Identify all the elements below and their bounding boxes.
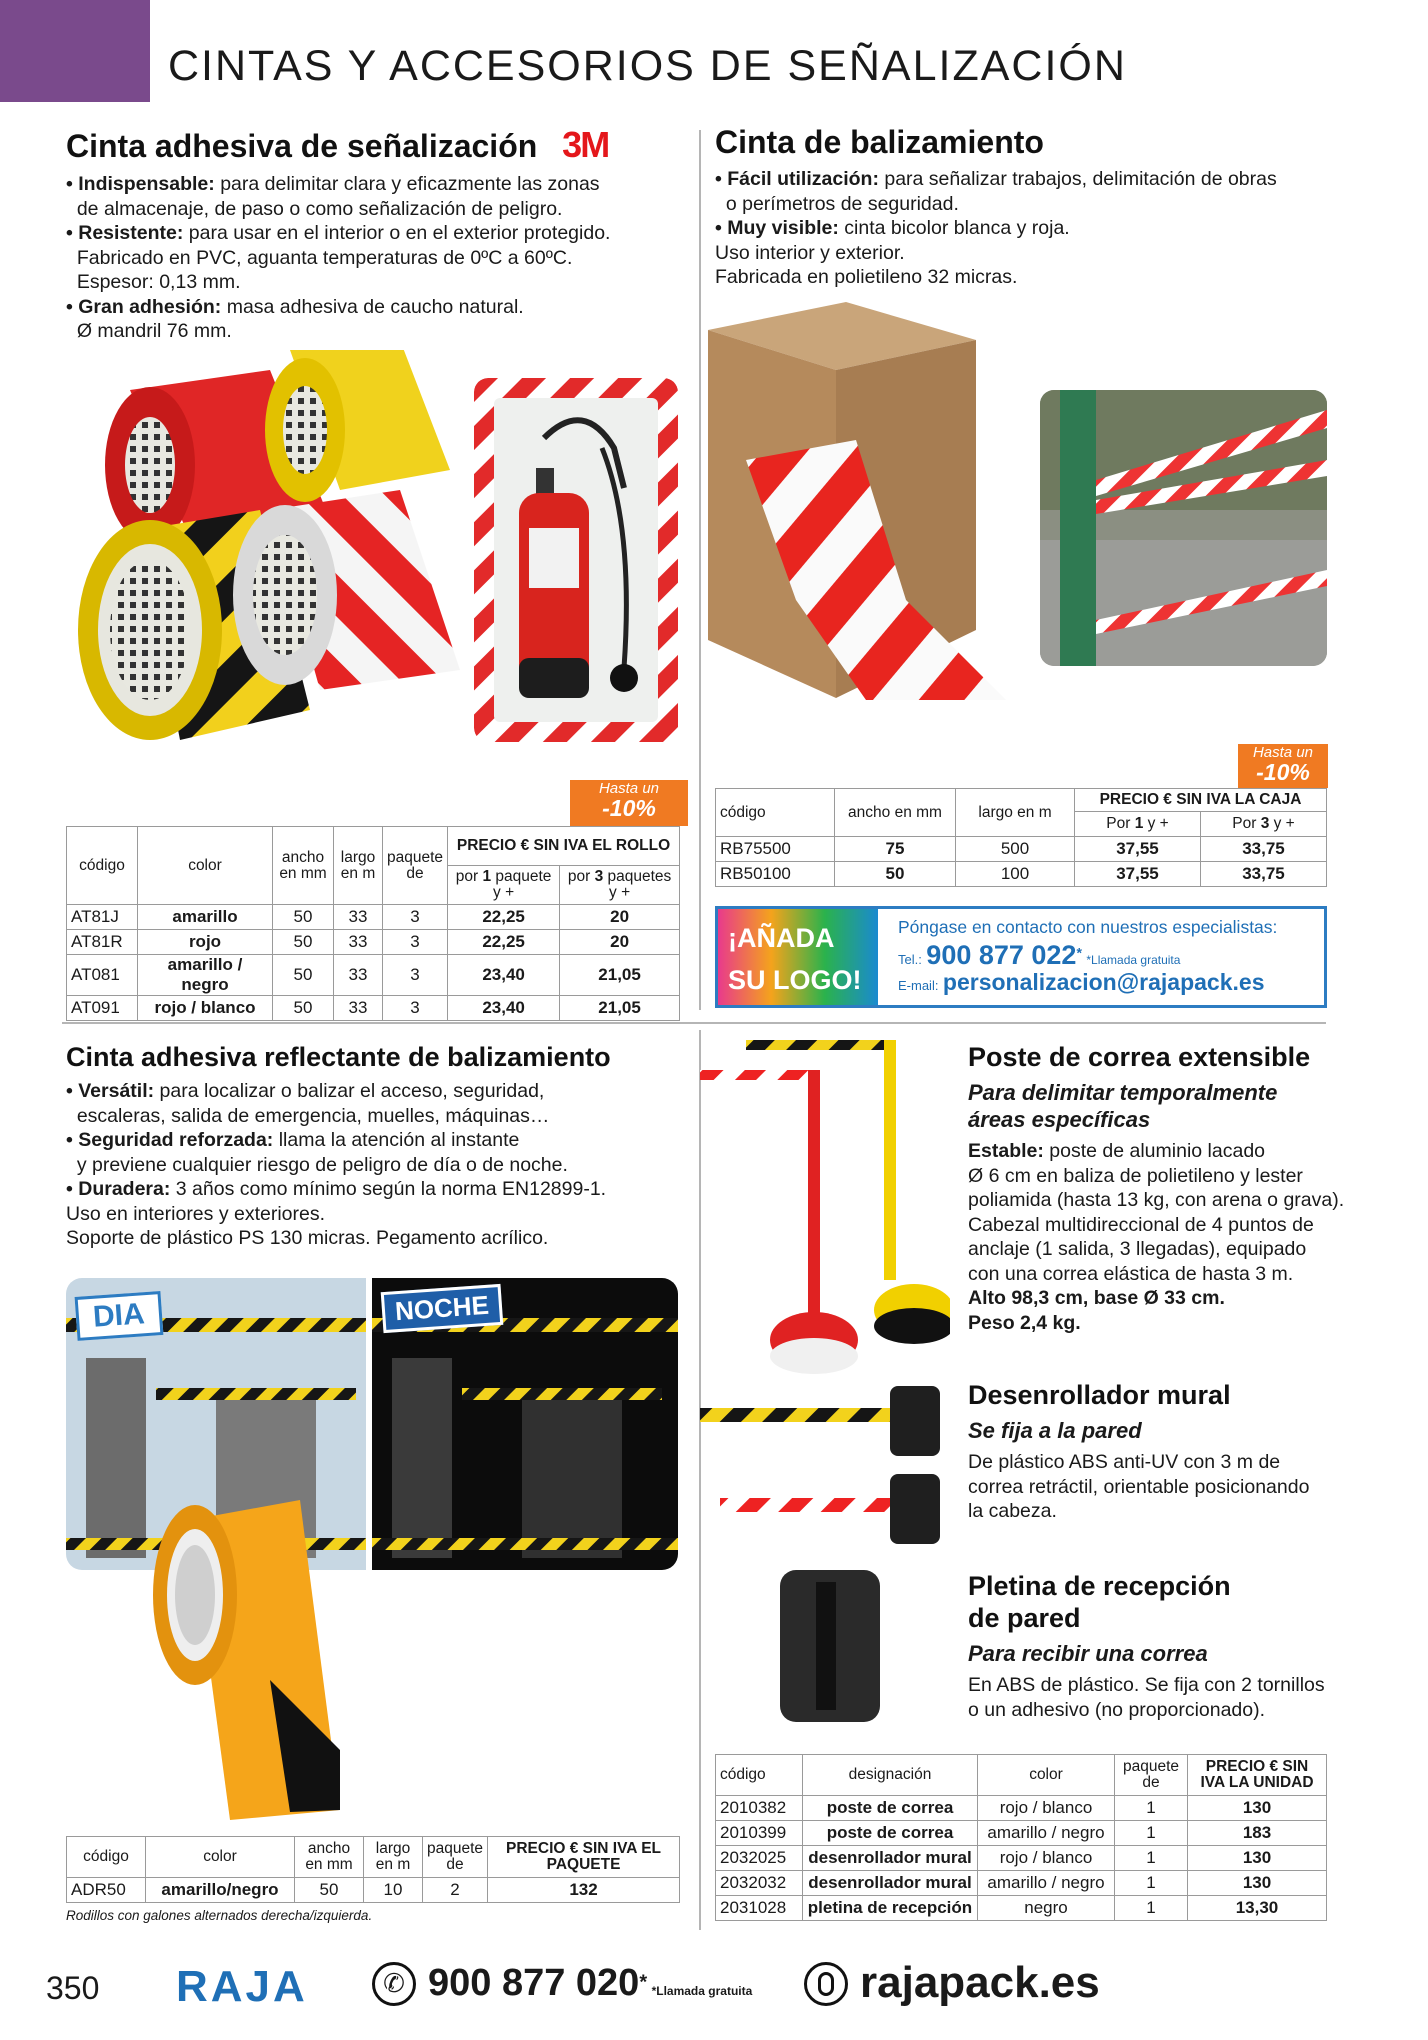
description-line: y previene cualquier riesgo de peligro de día o de noche. xyxy=(66,1153,568,1176)
reflective-roll-image xyxy=(150,1500,360,1820)
table-cell: rojo / blanco xyxy=(978,1796,1115,1821)
table-cell: 50 xyxy=(835,862,956,887)
col-paquete: paquete de xyxy=(1115,1755,1188,1796)
table-cell: 1 xyxy=(1115,1796,1188,1821)
col-codigo: código xyxy=(716,789,835,837)
table-cell: amarillo xyxy=(138,905,273,930)
table-cell: desenrollador mural xyxy=(803,1871,978,1896)
table-cell: 23,40 xyxy=(448,955,560,996)
table-row xyxy=(716,1896,1327,1921)
table-cell: 33 xyxy=(334,905,383,930)
table-row xyxy=(716,837,1327,862)
table-cell: 2031028 xyxy=(716,1896,803,1921)
extinguisher-image xyxy=(474,378,678,742)
table-cell: 33,75 xyxy=(1200,862,1326,887)
description-line: o un adhesivo (no proporcionado). xyxy=(968,1698,1266,1721)
table-cell: 183 xyxy=(1188,1821,1327,1846)
table-cell: 1 xyxy=(1115,1896,1188,1921)
section-pletina xyxy=(968,1570,1325,1722)
table-cell: 20 xyxy=(560,905,680,930)
table-cell: ADR50 xyxy=(67,1878,146,1903)
table-cell: 75 xyxy=(835,837,956,862)
table-cell: 50 xyxy=(273,955,334,996)
section-cinta-balizamiento xyxy=(715,124,1277,290)
table-cell: rojo / blanco xyxy=(978,1846,1115,1871)
discount-badge: Hasta un -10% xyxy=(570,780,688,826)
section-title: Pletina de recepción de pared xyxy=(968,1571,1231,1633)
table-cell: RB50100 xyxy=(716,862,835,887)
section-cinta-reflectante xyxy=(66,1042,611,1251)
table-cell: negro xyxy=(978,1896,1115,1921)
wall-retractor-image xyxy=(700,1378,950,1548)
description-line: En ABS de plástico. Se fija con 2 tornillos xyxy=(968,1674,1325,1696)
section-subtitle: Para delimitar temporalmente áreas específicas xyxy=(968,1080,1278,1132)
table-cell: 50 xyxy=(273,930,334,955)
table-cell: 33 xyxy=(334,996,383,1021)
tel-label: Tel.: xyxy=(898,952,922,967)
description xyxy=(968,1673,1325,1722)
table-cell: 3 xyxy=(383,905,448,930)
table-cell: 130 xyxy=(1188,1871,1327,1896)
table-cell: AT091 xyxy=(67,996,138,1021)
table-cell: 2032032 xyxy=(716,1871,803,1896)
description-line: Fabricado en PVC, aguanta temperaturas de 0ºC a 60ºC. xyxy=(66,246,573,269)
table-cell: 10 xyxy=(364,1878,423,1903)
table-row xyxy=(716,1871,1327,1896)
add-logo-line2: SU LOGO! xyxy=(728,965,862,995)
table-row xyxy=(67,930,680,955)
page-number: 350 xyxy=(46,1970,100,2006)
tel-note: *Llamada gratuita xyxy=(1086,953,1181,967)
table-cell: 13,30 xyxy=(1188,1896,1327,1921)
table-cell: 50 xyxy=(273,996,334,1021)
col-ancho: ancho en mm xyxy=(835,789,956,837)
table-row xyxy=(716,862,1327,887)
table-cell: amarillo / negro xyxy=(978,1871,1115,1896)
description-line: • Muy visible: cinta bicolor blanca y roja. xyxy=(715,217,1070,239)
table-cell: 132 xyxy=(488,1878,680,1903)
col-codigo: código xyxy=(67,1837,146,1878)
mouse-icon xyxy=(804,1962,848,2006)
table-note: Rodillos con galones alternados derecha/izquierda. xyxy=(66,1908,373,1923)
col-largo: largo en m xyxy=(956,789,1075,837)
description-line: o perímetros de seguridad. xyxy=(715,192,959,215)
table-cell: 3 xyxy=(383,996,448,1021)
section-subtitle: Se fija a la pared xyxy=(968,1418,1142,1443)
col-precio: PRECIO € SIN IVA EL PAQUETE xyxy=(488,1837,680,1878)
add-logo-badge xyxy=(718,909,878,1005)
description-line: • Fácil utilización: para señalizar trabajos, delimitación de obras xyxy=(715,168,1277,190)
table-cell: 22,25 xyxy=(448,905,560,930)
table-row xyxy=(67,905,680,930)
table-cinta-reflectante xyxy=(66,1836,680,1903)
description xyxy=(66,1079,611,1251)
col-precio-3: por 3 paquetes y + xyxy=(560,866,680,905)
table-cell: 37,55 xyxy=(1075,862,1201,887)
col-ancho: ancho en mm xyxy=(295,1837,364,1878)
col-precio: PRECIO € SIN IVA LA UNIDAD xyxy=(1188,1755,1327,1796)
description-line: Cabezal multidireccional de 4 puntos de xyxy=(968,1213,1314,1236)
col-ancho: ancho en mm xyxy=(273,827,334,905)
column-divider-top xyxy=(699,130,701,1010)
table-cell: desenrollador mural xyxy=(803,1846,978,1871)
table-cell: 2010382 xyxy=(716,1796,803,1821)
table-cell: 100 xyxy=(956,862,1075,887)
col-precio: PRECIO € SIN IVA EL ROLLO xyxy=(448,827,680,866)
tape-rolls-image xyxy=(70,350,470,790)
table-row xyxy=(67,955,680,996)
col-precio-1: por 1 paquete y + xyxy=(448,866,560,905)
col-color: color xyxy=(146,1837,295,1878)
description-line: Uso en interiores y exteriores. xyxy=(66,1202,326,1225)
3m-logo: 3M xyxy=(562,124,609,165)
belt-posts-image xyxy=(700,1030,950,1390)
table-postes xyxy=(715,1754,1327,1921)
row-divider xyxy=(62,1022,1326,1024)
col-color: color xyxy=(138,827,273,905)
description-line: la cabeza. xyxy=(968,1500,1057,1522)
description-line: Ø 6 cm en baliza de polietileno y lester xyxy=(968,1164,1303,1187)
add-logo-line1: ¡AÑADA xyxy=(728,923,835,953)
description-line: de almacenaje, de paso o como señalización de peligro. xyxy=(66,197,563,220)
col-largo: largo en m xyxy=(334,827,383,905)
description-line: anclaje (1 salida, 3 llegadas), equipado xyxy=(968,1238,1307,1260)
description-line: • Seguridad reforzada: llama la atención al instante xyxy=(66,1129,520,1151)
section-subtitle: Para recibir una correa xyxy=(968,1641,1208,1666)
table-cell: 23,40 xyxy=(448,996,560,1021)
table-cell: AT81R xyxy=(67,930,138,955)
table-cell: poste de correa xyxy=(803,1796,978,1821)
description-line: Peso 2,4 kg. xyxy=(968,1311,1081,1334)
table-cell: rojo / blanco xyxy=(138,996,273,1021)
description-line: • Resistente: para usar en el interior o en el exterior protegido. xyxy=(66,222,611,244)
table-cell: 130 xyxy=(1188,1846,1327,1871)
table-cell: amarillo/negro xyxy=(146,1878,295,1903)
table-cinta-senalizacion xyxy=(66,826,680,1021)
section-desenrollador xyxy=(968,1380,1318,1524)
description-line: • Duradera: 3 años como mínimo según la norma EN12899-1. xyxy=(66,1178,607,1200)
table-cell: amarillo / negro xyxy=(978,1821,1115,1846)
description-line: Ø mandril 76 mm. xyxy=(66,320,232,342)
table-row xyxy=(67,996,680,1021)
section-title: Cinta adhesiva de señalización 3M xyxy=(66,124,609,165)
email-label: E-mail: xyxy=(898,978,939,993)
table-cell: 33 xyxy=(334,930,383,955)
table-cell: 21,05 xyxy=(560,955,680,996)
col-precio: PRECIO € SIN IVA LA CAJA xyxy=(1075,789,1327,812)
col-designacion: designación xyxy=(803,1755,978,1796)
table-cell: 500 xyxy=(956,837,1075,862)
section-poste-correa xyxy=(968,1042,1345,1335)
night-label: NOCHE xyxy=(381,1284,503,1333)
table-cell: 2032025 xyxy=(716,1846,803,1871)
description-line: Espesor: 0,13 mm. xyxy=(66,271,241,293)
barrier-tape-box-image xyxy=(706,300,1046,700)
col-codigo: código xyxy=(716,1755,803,1796)
description-line: escaleras, salida de emergencia, muelles, máquinas… xyxy=(66,1104,550,1127)
discount-badge: Hasta un -10% xyxy=(1238,744,1328,788)
email-link[interactable]: personalizacion@rajapack.es xyxy=(942,969,1265,995)
description-line: • Indispensable: para delimitar clara y eficazmente las zonas xyxy=(66,173,600,195)
col-precio-1: Por 1 y + xyxy=(1075,812,1201,837)
table-cell: poste de correa xyxy=(803,1821,978,1846)
table-cell: 37,55 xyxy=(1075,837,1201,862)
contact-block: Póngase en contacto con nuestros especialistas: Tel.: 900 877 022* *Llamada gratuita E-mail: personalizacion@rajapack.es xyxy=(898,917,1278,995)
table-cell: RB75500 xyxy=(716,837,835,862)
description xyxy=(715,167,1277,290)
table-cell: pletina de recepción xyxy=(803,1896,978,1921)
col-paquete: paquete de xyxy=(383,827,448,905)
section-title: Cinta adhesiva reflectante de balizamiento xyxy=(66,1042,611,1072)
section-cinta-senalizacion xyxy=(66,124,610,344)
description xyxy=(968,1450,1318,1524)
table-cell: 3 xyxy=(383,930,448,955)
phone-icon: ✆ xyxy=(372,1962,416,2006)
description-line: Alto 98,3 cm, base Ø 33 cm. xyxy=(968,1287,1225,1309)
table-cell: AT081 xyxy=(67,955,138,996)
description-line: con una correa elástica de hasta 3 m. xyxy=(968,1262,1294,1285)
description-line: poliamida (hasta 13 kg, con arena o grava). xyxy=(968,1189,1345,1211)
section-title: Desenrollador mural xyxy=(968,1380,1231,1410)
table-cell: 33,75 xyxy=(1200,837,1326,862)
table-cell: 50 xyxy=(273,905,334,930)
table-cell: 50 xyxy=(295,1878,364,1903)
table-cinta-balizamiento xyxy=(715,788,1327,887)
col-precio-3: Por 3 y + xyxy=(1200,812,1326,837)
add-logo-banner xyxy=(715,906,1327,1008)
description-line: De plástico ABS anti-UV con 3 m de xyxy=(968,1451,1281,1473)
contact-text: Póngase en contacto con nuestros especialistas: xyxy=(898,917,1278,937)
description-line: Uso interior y exterior. xyxy=(715,241,905,264)
table-row xyxy=(67,1878,680,1903)
description xyxy=(66,172,610,344)
wall-receiver-image xyxy=(776,1566,886,1726)
table-cell: 21,05 xyxy=(560,996,680,1021)
table-row xyxy=(716,1821,1327,1846)
table-cell: 22,25 xyxy=(448,930,560,955)
col-largo: largo en m xyxy=(364,1837,423,1878)
table-cell: 1 xyxy=(1115,1821,1188,1846)
col-paquete: paquete de xyxy=(423,1837,488,1878)
table-cell: 2 xyxy=(423,1878,488,1903)
section-title: Poste de correa extensible xyxy=(968,1042,1311,1072)
description-line: • Gran adhesión: masa adhesiva de caucho natural. xyxy=(66,295,524,318)
footer-site[interactable]: rajapack.es xyxy=(860,1958,1100,2007)
table-cell: 130 xyxy=(1188,1796,1327,1821)
section-title: Cinta de balizamiento xyxy=(715,124,1044,160)
col-codigo: código xyxy=(67,827,138,905)
table-cell: 2010399 xyxy=(716,1821,803,1846)
description xyxy=(968,1139,1345,1335)
col-color: color xyxy=(978,1755,1115,1796)
day-label: DIA xyxy=(75,1291,164,1341)
barrier-tape-scene-image xyxy=(1040,390,1327,666)
table-row xyxy=(716,1846,1327,1871)
table-cell: 33 xyxy=(334,955,383,996)
table-cell: AT81J xyxy=(67,905,138,930)
description-line: correa retráctil, orientable posicionando xyxy=(968,1475,1310,1498)
description-line: Estable: poste de aluminio lacado xyxy=(968,1140,1266,1162)
page-title: CINTAS Y ACCESORIOS DE SEÑALIZACIÓN xyxy=(168,42,1127,90)
description-line: Fabricada en polietileno 32 micras. xyxy=(715,266,1018,288)
table-cell: 20 xyxy=(560,930,680,955)
table-cell: rojo xyxy=(138,930,273,955)
description-line: • Versátil: para localizar o balizar el acceso, seguridad, xyxy=(66,1080,545,1102)
section-tab xyxy=(0,0,150,102)
description-line: Soporte de plástico PS 130 micras. Pegamento acrílico. xyxy=(66,1227,549,1249)
raja-logo: RAJA xyxy=(176,1962,308,2011)
footer-phone[interactable]: 900 877 020* *Llamada gratuita xyxy=(428,1962,753,2004)
table-cell: 1 xyxy=(1115,1846,1188,1871)
table-cell: amarillo / negro xyxy=(138,955,273,996)
table-cell: 1 xyxy=(1115,1871,1188,1896)
table-cell: 3 xyxy=(383,955,448,996)
tel-number[interactable]: 900 877 022 xyxy=(926,940,1077,970)
table-row xyxy=(716,1796,1327,1821)
